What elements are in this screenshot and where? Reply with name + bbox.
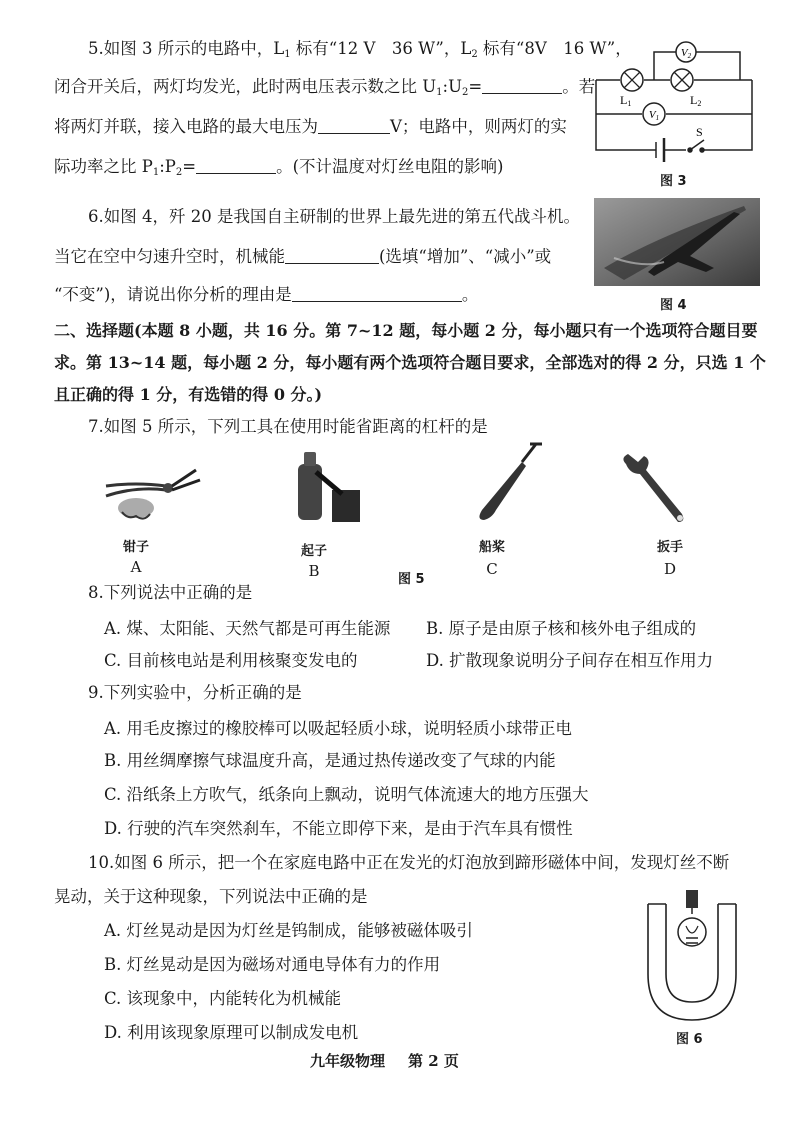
answer-blank-mechanical-energy[interactable]	[285, 249, 379, 264]
voltmeter-v1-icon	[643, 103, 665, 125]
section2-line-1: 二、选择题(本题 8 小题，共 16 分。第 7~12 题，每小题 2 分，每小题只有一个选项符合题目要	[54, 321, 758, 340]
light-bulb-icon	[678, 890, 706, 946]
svg-text:V2: V2	[680, 47, 692, 60]
section2-line-2: 求。第 13~14 题，每小题 2 分，每小题有两个选项符合题目要求，全部选对的得 2 分，只选 1 个	[54, 353, 766, 372]
q9-option-a[interactable]: A. 用毛皮擦过的橡胶棒可以吸起轻质小球，说明轻质小球带正电	[104, 719, 572, 738]
tool-name-a: 钳子	[122, 540, 149, 555]
q8-option-b[interactable]: B. 原子是由原子核和核外电子组成的	[426, 619, 697, 638]
voltmeter-v2-icon	[676, 42, 696, 62]
circuit-diagram	[590, 38, 760, 188]
label-switch: S	[696, 125, 703, 139]
q9-option-b[interactable]: B. 用丝绸摩擦气球温度升高，是通过热传递改变了气球的内能	[104, 751, 556, 770]
tool-letter-b[interactable]: B	[308, 562, 320, 580]
tool-letter-c[interactable]: C	[486, 560, 498, 578]
answer-blank-reason[interactable]	[292, 287, 462, 302]
footer-subject: 九年级物理	[310, 1052, 386, 1070]
label-l2: L2	[690, 93, 702, 108]
q9-stem: 9.下列实验中，分析正确的是	[88, 683, 302, 702]
paddle-icon	[468, 440, 548, 524]
q10-option-a[interactable]: A. 灯丝晃动是因为灯丝是钨制成，能够被磁体吸引	[104, 921, 473, 940]
q10-option-c[interactable]: C. 该现象中，内能转化为机械能	[104, 989, 342, 1008]
pliers-icon	[96, 456, 206, 526]
answer-blank-power-ratio[interactable]	[196, 159, 276, 174]
q5-line-3: 将两灯并联，接入电路的最大电压为 V；电路中，则两灯的实	[54, 117, 567, 136]
q5-line-4: 际功率之比 $P_1:P_2=$ 。(不计温度对灯丝电阻的影响)	[54, 157, 504, 178]
tool-name-d: 扳手	[656, 540, 683, 555]
label-l1: L1	[620, 93, 632, 108]
fig3-caption: 图 3	[660, 174, 687, 189]
q10-option-b[interactable]: B. 灯丝晃动是因为磁场对通电导体有力的作用	[104, 955, 441, 974]
q9-option-d[interactable]: D. 行驶的汽车突然刹车，不能立即停下来，是由于汽车具有惯性	[104, 819, 573, 838]
q6-line-3: “不变”)，请说出你分析的理由是 。	[54, 285, 479, 304]
q8-option-c[interactable]: C. 目前核电站是利用核聚变发电的	[104, 651, 358, 670]
q9-option-c[interactable]: C. 沿纸条上方吹气，纸条向上飘动，说明气体流速大的地方压强大	[104, 785, 589, 804]
tool-name-b: 起子	[300, 544, 327, 559]
footer-page-number: 第 2 页	[408, 1052, 459, 1070]
magnet-bulb-diagram	[636, 886, 748, 1026]
q10-line-1: 10.如图 6 所示，把一个在家庭电路中正在发光的灯泡放到蹄形磁体中间，发现灯丝不断	[88, 853, 730, 872]
answer-blank-voltage-ratio[interactable]	[482, 79, 562, 94]
fighter-jet-photo	[594, 198, 760, 286]
tool-name-c: 船桨	[478, 540, 505, 555]
tool-letter-a[interactable]: A	[130, 558, 142, 576]
wrench-icon	[616, 452, 696, 526]
bottle-opener-icon	[286, 450, 366, 530]
tool-letter-d[interactable]: D	[663, 560, 677, 578]
q8-option-a[interactable]: A. 煤、太阳能、天然气都是可再生能源	[104, 619, 391, 638]
q10-line-2: 晃动，关于这种现象，下列说法中正确的是	[54, 887, 368, 906]
q6-line-1: 6.如图 4，歼 20 是我国自主研制的世界上最先进的第五代战斗机。	[88, 207, 580, 226]
svg-text:V1: V1	[648, 109, 660, 122]
q5-line-2: 闭合开关后，两灯均发光，此时两电压表示数之比 $U_1:U_2=$ 。若	[54, 77, 596, 98]
q8-option-d[interactable]: D. 扩散现象说明分子间存在相互作用力	[426, 651, 714, 670]
fig4-caption: 图 4	[660, 298, 687, 313]
q5-line-1: 5.如图 3 所示的电路中，$L_1$ 标有“12 V 36 W”，$L_2$ 标有“8V 16 W”，	[88, 39, 632, 60]
answer-blank-max-voltage[interactable]	[318, 119, 390, 134]
q10-option-d[interactable]: D. 利用该现象原理可以制成发电机	[104, 1023, 359, 1042]
q8-stem: 8.下列说法中正确的是	[88, 583, 253, 602]
q6-line-2: 当它在空中匀速升空时，机械能 (选填“增加”、“减小”或	[54, 247, 552, 266]
section2-line-3: 且正确的得 1 分，有选错的得 0 分。)	[54, 385, 323, 404]
lamp-l2-icon	[671, 69, 693, 91]
q7-stem: 7.如图 5 所示，下列工具在使用时能省距离的杠杆的是	[88, 417, 488, 436]
fig5-caption: 图 5	[398, 572, 425, 587]
fig6-caption: 图 6	[676, 1032, 703, 1047]
lamp-l1-icon	[621, 69, 643, 91]
